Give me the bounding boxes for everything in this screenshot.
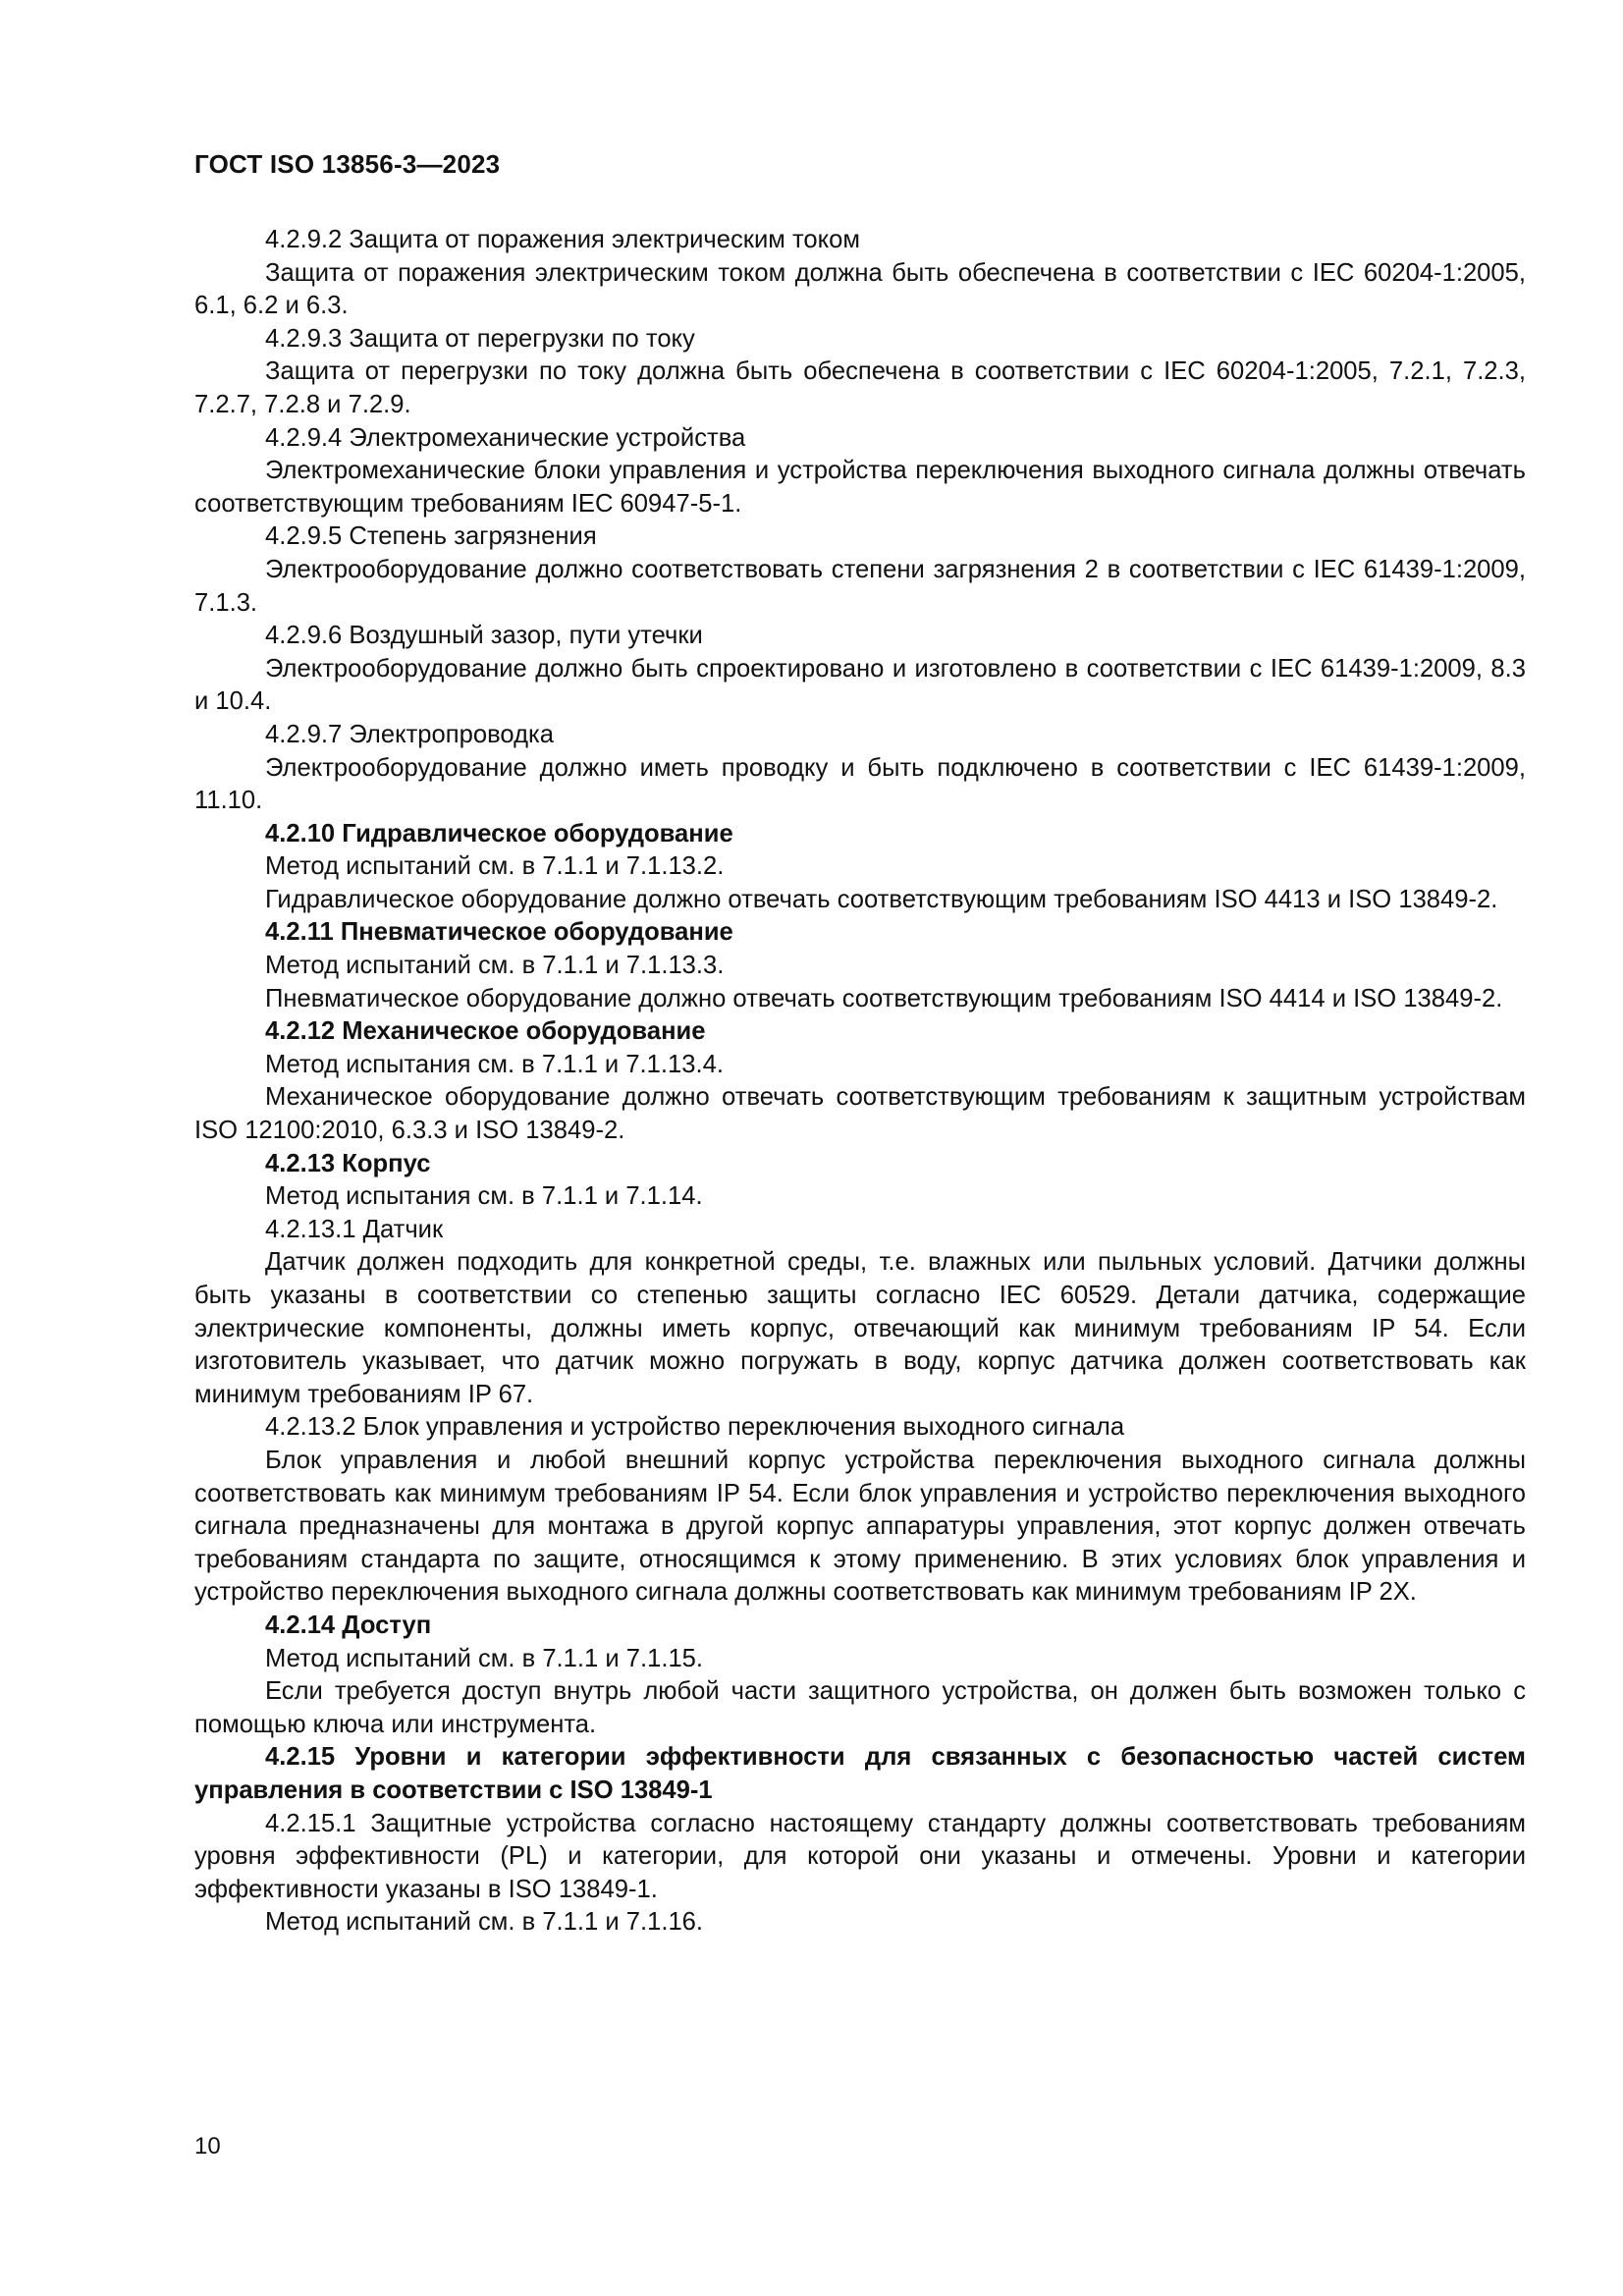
body-paragraph: Механическое оборудование должно отвечать соответствующим требованиям к защитным устройствам ISO 12100:2010, 6.3.3 и ISO 13849-2. <box>194 1083 1526 1145</box>
body-paragraph: Электрооборудование должно быть спроектировано и изготовлено в соответствии с IEC 61439-1:2009, 8.3 и 10.4. <box>194 654 1526 716</box>
test-method-note: Метод испытания см. в 7.1.1 и 7.1.13.4. <box>265 1050 724 1078</box>
body-paragraph: Датчик должен подходить для конкретной среды, т.е. влажных или пыльных условий. Датчики должны быть указаны в соответствии со степенью защиты согласно IEC 60529. Детали датчика, содержащие электрические компоненты, должны иметь корпус, отвечающий как минимум требованиям IP 54. Если изготовитель указывает, что датчик можно погружать в воду, корпус датчика должен соответствовать как минимум требованиям IP 67. <box>194 1248 1526 1408</box>
subsection-heading: 4.2.9.2 Защита от поражения электрическим током <box>265 226 860 253</box>
body-paragraph: Пневматическое оборудование должно отвечать соответствующим требованиям ISO 4414 и ISO 13849-2. <box>265 984 1503 1012</box>
body-paragraph: Гидравлическое оборудование должно отвечать соответствующим требованиям ISO 4413 и ISO 13849-2. <box>265 885 1498 913</box>
subsection-heading: 4.2.13.1 Датчик <box>265 1215 444 1243</box>
section-heading: 4.2.10 Гидравлическое оборудование <box>265 819 733 847</box>
document-header: ГОСТ ISO 13856-3—2023 <box>194 149 501 179</box>
subsection-heading: 4.2.9.7 Электропроводка <box>265 720 555 748</box>
test-method-note: Метод испытаний см. в 7.1.1 и 7.1.15. <box>265 1644 704 1672</box>
test-method-note: Метод испытаний см. в 7.1.1 и 7.1.16. <box>265 1908 704 1937</box>
test-method-note: Метод испытаний см. в 7.1.1 и 7.1.13.3. <box>265 952 725 980</box>
subsection-heading: 4.2.13.2 Блок управления и устройство переключения выходного сигнала <box>265 1413 1125 1442</box>
body-paragraph: 4.2.15.1 Защитные устройства согласно настоящему стандарту должны соответствовать требованиям уровня эффективности (PL) и категории, для которой они указаны и отмечены. Уровни и категории эффективности указаны в ISO 13849-1. <box>194 1809 1526 1903</box>
subsection-heading: 4.2.9.3 Защита от перегрузки по току <box>265 324 695 353</box>
body-paragraph: Блок управления и любой внешний корпус устройства переключения выходного сигнала должны соответствовать как минимум требованиям IP 54. Если блок управления и устройство переключения выходного сигнала предназначены для монтажа в другой корпус аппаратуры управления, этот корпус должен отвечать требованиям стандарта по защите, относящимся к этому применению. В этих условиях блок управления и устройство переключения выходного сигнала должны соответствовать как минимум требованиям IP 2X. <box>194 1446 1526 1607</box>
body-paragraph: Электрооборудование должно иметь проводку и быть подключено в соответствии с IEC 61439-1:2009, 11.10. <box>194 753 1526 815</box>
subsection-heading: 4.2.9.5 Степень загрязнения <box>265 522 597 551</box>
document-body <box>194 224 1526 1940</box>
body-paragraph: Если требуется доступ внутрь любой части защитного устройства, он должен быть возможен только с помощью ключа или инструмента. <box>194 1677 1526 1738</box>
body-paragraph: Электрооборудование должно соответствовать степени загрязнения 2 в соответствии с IEC 61439-1:2009, 7.1.3. <box>194 555 1526 617</box>
body-paragraph: Защита от поражения электрическим током должна быть обеспечена в соответствии с IEC 60204-1:2005, 6.1, 6.2 и 6.3. <box>194 258 1526 320</box>
page-number: 10 <box>194 2133 221 2159</box>
section-heading: 4.2.14 Доступ <box>265 1611 432 1639</box>
section-heading: 4.2.11 Пневматическое оборудование <box>265 918 733 947</box>
subsection-heading: 4.2.9.4 Электромеханические устройства <box>265 423 746 452</box>
test-method-note: Метод испытания см. в 7.1.1 и 7.1.14. <box>265 1182 703 1211</box>
section-heading: 4.2.13 Корпус <box>265 1149 431 1177</box>
subsection-heading: 4.2.9.6 Воздушный зазор, пути утечки <box>265 622 703 650</box>
body-paragraph: Электромеханические блоки управления и устройства переключения выходного сигнала должны отвечать соответствующим требованиям IEC 60947-5-1. <box>194 457 1526 518</box>
test-method-note: Метод испытаний см. в 7.1.1 и 7.1.13.2. <box>265 852 725 881</box>
body-paragraph: Защита от перегрузки по току должна быть обеспечена в соответствии с IEC 60204-1:2005, 7.2.1, 7.2.3, 7.2.7, 7.2.8 и 7.2.9. <box>194 357 1526 418</box>
section-heading: 4.2.15 Уровни и категории эффективности для связанных с безопасностью частей систем управления в соответствии с ISO 13849-1 <box>194 1743 1526 1804</box>
section-heading: 4.2.12 Механическое оборудование <box>265 1017 706 1046</box>
